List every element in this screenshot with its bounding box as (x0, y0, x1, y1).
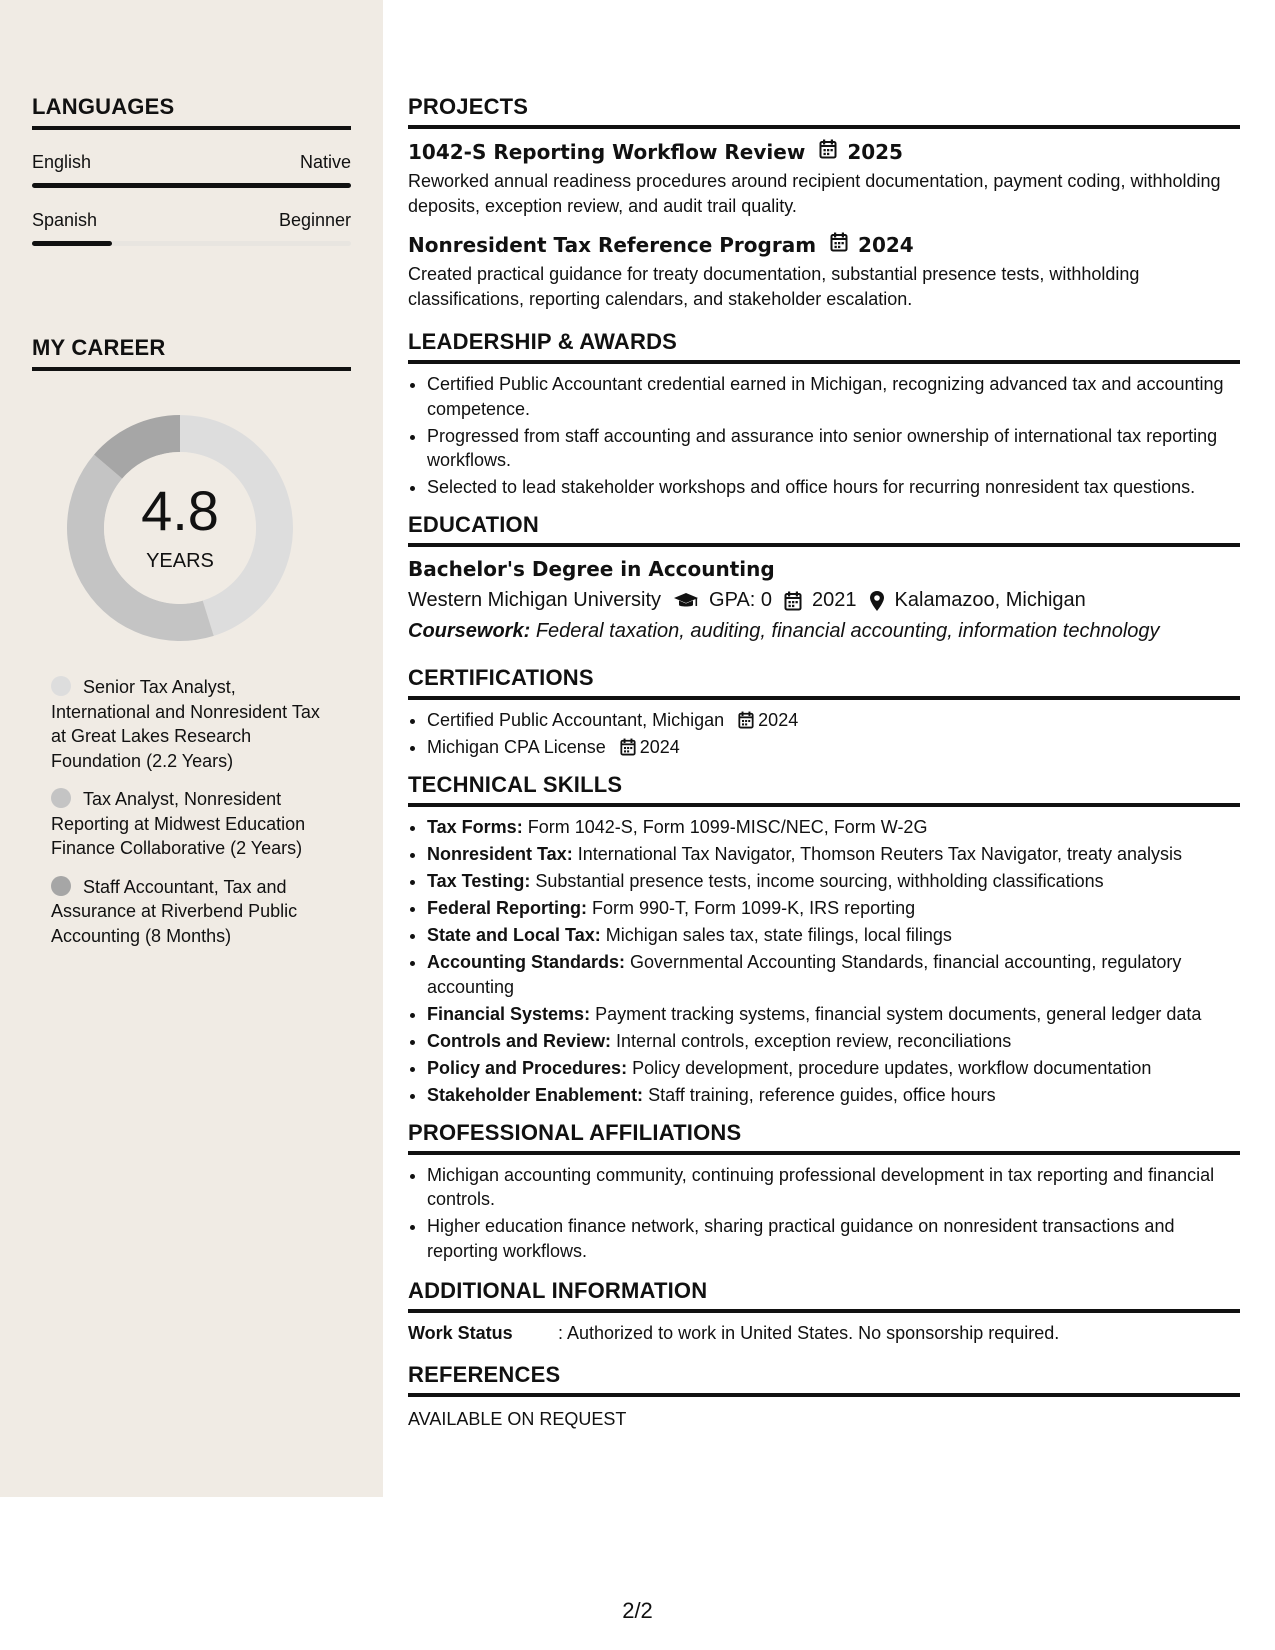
skill-label: Stakeholder Enablement: (427, 1084, 644, 1105)
skill-text: International Tax Navigator, Thomson Reuters Tax Navigator, treaty analysis (577, 844, 1183, 864)
leadership-item: • Progressed from staff accounting and assurance into senior ownership of international tax reporting workflows. (427, 424, 1240, 473)
project-year: 2025 (847, 139, 903, 164)
career-text: Tax Analyst, Nonresident Reporting at Midwest Education Finance Collaborative (2 Years) (51, 789, 306, 858)
skill-text: Form 1042-S, Form 1099-MISC/NEC, Form W-2G (527, 817, 928, 837)
skill-text: Form 990-T, Form 1099-K, IRS reporting (592, 898, 916, 918)
career-list (51, 675, 331, 962)
project-title-row (408, 139, 1240, 164)
calendar-icon (830, 232, 848, 257)
degree-title: Bachelor's Degree in Accounting (408, 557, 775, 581)
map-pin-icon (869, 590, 885, 612)
work-status-row (408, 1323, 1240, 1344)
additional-section (408, 1278, 1240, 1344)
references-title: REFERENCES (408, 1362, 1240, 1397)
skill-item (427, 842, 1240, 867)
language-item (32, 152, 351, 188)
work-status-value: : Authorized to work in United States. No sponsorship required. (558, 1322, 1060, 1343)
affiliation-item: • Michigan accounting community, continuing professional development in tax reporting and financial controls. (427, 1163, 1240, 1212)
projects-section (408, 94, 1240, 311)
skill-text: Governmental Accounting Standards, financial accounting, regulatory accounting (427, 952, 1182, 997)
skill-label: Accounting Standards: (427, 952, 626, 972)
certification-year: 2024 (758, 710, 799, 730)
career-text: Staff Accountant, Tax and Assurance at Riverbend Public Accounting (8 Months) (51, 876, 298, 946)
skill-item (427, 1002, 1240, 1027)
certification-item (427, 735, 1240, 760)
languages-section (32, 94, 351, 246)
certification-name: • Michigan CPA License (427, 737, 606, 757)
leadership-item: • Certified Public Accountant credential earned in Michigan, recognizing advanced tax and accounting competence. (427, 372, 1240, 421)
language-level: Native (299, 152, 351, 172)
references-section (408, 1362, 1240, 1430)
language-bar-fill (32, 241, 112, 246)
school-location: Kalamazoo, Michigan (894, 589, 1086, 611)
skill-text: Substantial presence tests, income sourcing, withholding classifications (535, 871, 1104, 891)
leadership-title: LEADERSHIP & AWARDS (408, 329, 1240, 364)
skill-text: Michigan sales tax, state filings, local filings (605, 925, 952, 945)
language-item (32, 210, 351, 246)
skill-text: Staff training, reference guides, office hours (648, 1084, 996, 1105)
leadership-section (408, 329, 1240, 500)
language-bar-fill (32, 183, 351, 188)
career-years-label: YEARS (146, 550, 214, 572)
education-title: EDUCATION (408, 512, 1240, 547)
career-dot (51, 676, 71, 696)
skill-label: Controls and Review: (427, 1030, 612, 1051)
skill-text: Policy development, procedure updates, workflow documentation (632, 1057, 1152, 1078)
skills-list (408, 815, 1240, 1107)
affiliations-list (408, 1163, 1240, 1264)
skills-title: TECHNICAL SKILLS (408, 772, 1240, 807)
career-title: MY CAREER (32, 335, 351, 371)
projects-title: PROJECTS (408, 94, 1240, 129)
leadership-list (408, 372, 1240, 500)
certifications-list (408, 708, 1240, 760)
career-donut-chart (67, 415, 293, 641)
calendar-icon (620, 738, 636, 756)
career-item (51, 875, 331, 949)
coursework (408, 620, 1240, 643)
references-text: AVAILABLE ON REQUEST (408, 1408, 627, 1429)
certifications-title: CERTIFICATIONS (408, 665, 1240, 700)
skill-label: Federal Reporting: (427, 898, 588, 918)
skill-label: Financial Systems: (427, 1003, 591, 1024)
school-name: Western Michigan University (408, 589, 662, 611)
career-item (51, 675, 331, 773)
skill-item (427, 869, 1240, 894)
career-dot (51, 788, 71, 808)
graduation-year: 2021 (812, 589, 857, 611)
work-status-label: Work Status (408, 1322, 513, 1343)
calendar-icon (819, 139, 837, 164)
calendar-icon (738, 711, 754, 729)
affiliations-title: PROFESSIONAL AFFILIATIONS (408, 1120, 1240, 1155)
skill-label: Tax Testing: (427, 871, 531, 891)
project-title: 1042-S Reporting Workflow Review (408, 139, 806, 164)
certification-year: 2024 (639, 737, 680, 757)
languages-title: LANGUAGES (32, 94, 351, 130)
project-title: Nonresident Tax Reference Program (408, 232, 817, 257)
coursework-label: Coursework: (408, 620, 531, 642)
career-text: Senior Tax Analyst, International and Nonresident Tax at Great Lakes Research Foundation (2.2 Years) (51, 677, 320, 771)
main-content (408, 94, 1240, 1430)
project-description: Created practical guidance for treaty documentation, substantial presence tests, withholding classifications, reporting calendars, and stakeholder escalation. (408, 264, 1140, 309)
career-section (32, 335, 351, 371)
skill-label: State and Local Tax: (427, 925, 601, 945)
coursework-text: Federal taxation, auditing, financial accounting, information technology (535, 620, 1160, 642)
page-number: 2/2 (622, 1598, 653, 1623)
certification-name: • Certified Public Accountant, Michigan (427, 710, 725, 730)
affiliation-item: • Higher education finance network, sharing practical guidance on nonresident transactions and reporting workflows. (427, 1214, 1240, 1263)
skill-item (427, 1029, 1240, 1054)
education-section (408, 512, 1240, 643)
leadership-item: • Selected to lead stakeholder workshops and office hours for recurring nonresident tax questions. (427, 475, 1240, 500)
certification-item (427, 708, 1240, 733)
skill-text: Payment tracking systems, financial system documents, general ledger data (595, 1003, 1202, 1024)
language-bar (32, 241, 351, 246)
additional-title: ADDITIONAL INFORMATION (408, 1278, 1240, 1313)
career-years-value: 4.8 (141, 479, 219, 542)
skill-label: Tax Forms: (427, 817, 523, 837)
skill-text: Internal controls, exception review, reconciliations (616, 1030, 1012, 1051)
language-bar (32, 183, 351, 188)
language-name: English (32, 152, 92, 172)
language-name: Spanish (32, 210, 98, 230)
career-dot (51, 876, 71, 896)
career-item (51, 787, 331, 861)
skill-item (427, 1056, 1240, 1081)
project-description: Reworked annual readiness procedures around recipient documentation, payment coding, withholding deposits, exception review, and audit trail quality. (408, 171, 1221, 216)
skill-item (427, 950, 1240, 999)
skill-item (427, 815, 1240, 840)
skill-item (427, 1083, 1240, 1108)
skill-label: Policy and Procedures: (427, 1057, 628, 1078)
education-details (408, 589, 1240, 612)
project-title-row (408, 232, 1240, 257)
calendar-icon (784, 591, 802, 611)
language-level: Beginner (278, 210, 351, 230)
skill-item (427, 923, 1240, 948)
skill-item (427, 896, 1240, 921)
gpa: GPA: 0 (709, 589, 773, 611)
graduation-cap-icon (673, 592, 699, 610)
skill-label: Nonresident Tax: (427, 844, 573, 864)
skills-section (408, 772, 1240, 1107)
project-year: 2024 (858, 232, 914, 257)
certifications-section (408, 665, 1240, 760)
sidebar (0, 0, 383, 1497)
affiliations-section (408, 1120, 1240, 1264)
